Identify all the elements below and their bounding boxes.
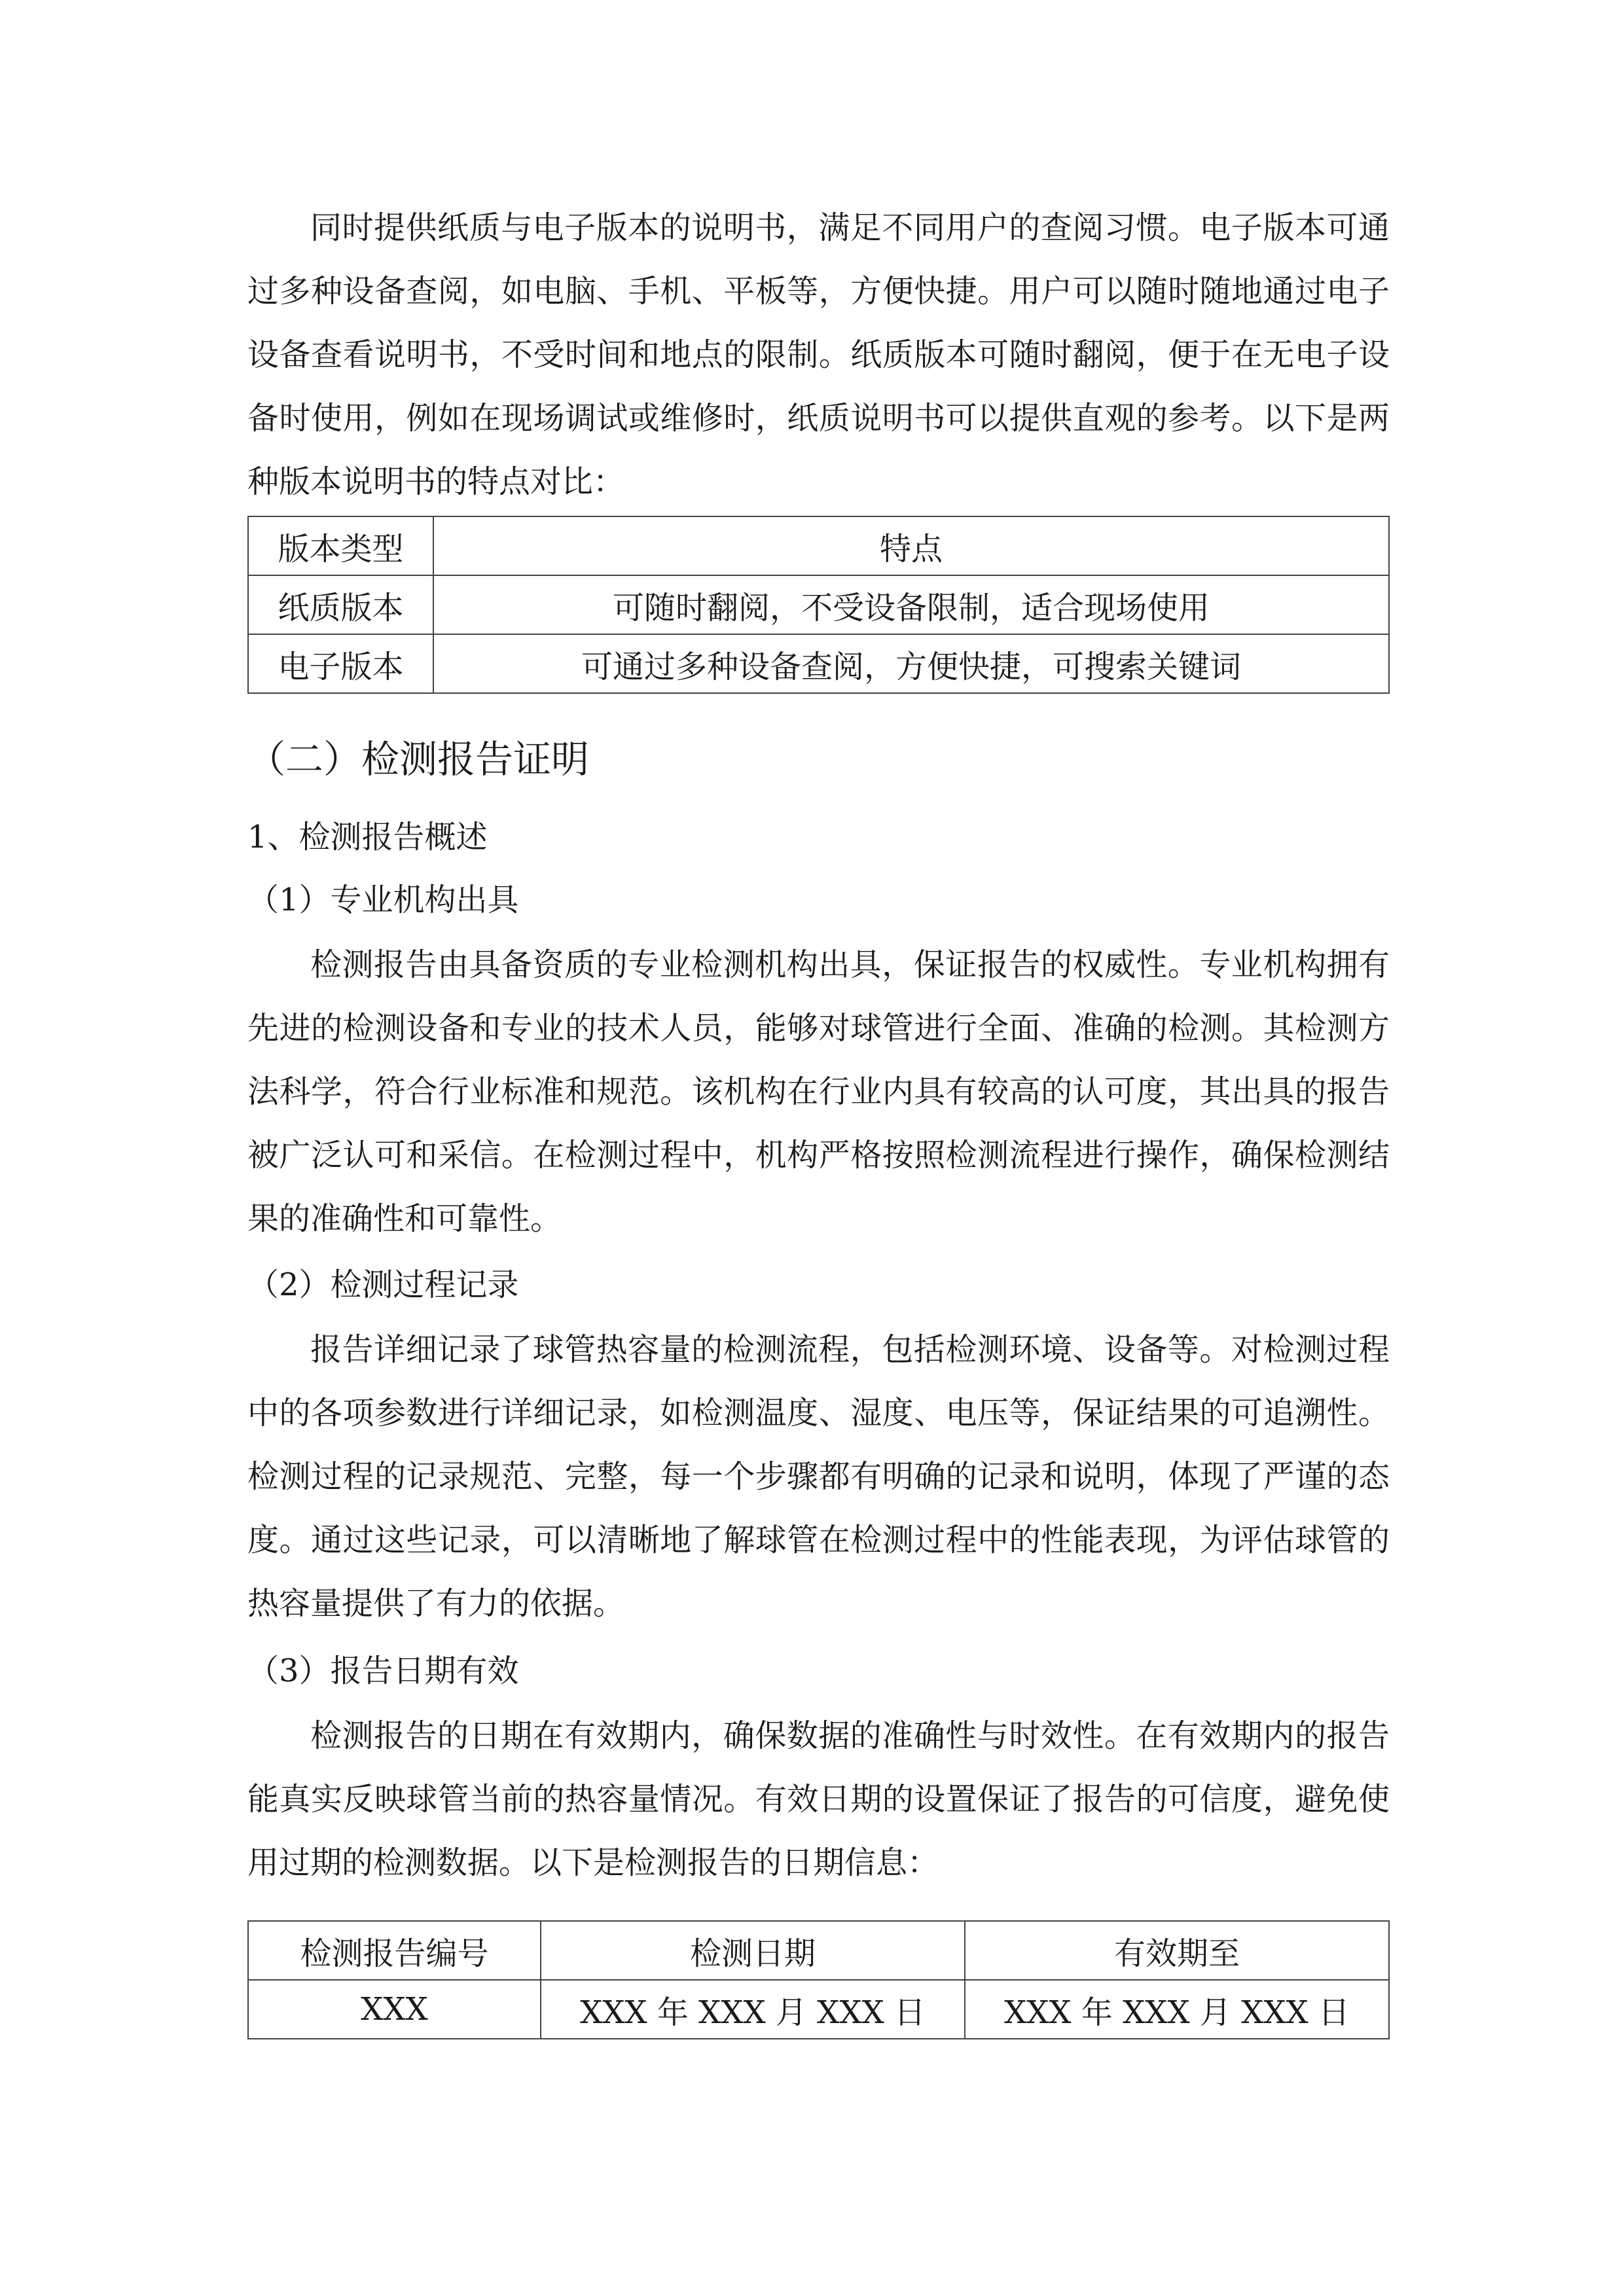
table-header-row: [248, 516, 1389, 575]
intro-paragraph: 同时提供纸质与电子版本的说明书，满足不同用户的查阅习惯。电子版本可通过多种设备查阅，如电脑、手机、平板等，方便快捷。用户可以随时随地通过电子设备查看说明书，不受时间和地点的限制。纸质版本可随时翻阅，便于在无电子设备时使用，例如在现场调试或维修时，纸质说明书可以提供直观的参考。以下是两种版本说明书的特点对比：: [247, 209, 1390, 500]
item-title: （1）专业机构出具: [247, 882, 519, 918]
table-header-cell: 检测日期: [541, 1921, 965, 1980]
item-title: （3）报告日期有效: [247, 1653, 519, 1689]
section-title: （二）检测报告证明: [247, 737, 590, 781]
subsection-title: 1、检测报告概述: [247, 819, 488, 855]
table-row: [248, 575, 1389, 634]
table-row: [248, 1980, 1389, 2039]
table-header-cell: 特点: [433, 516, 1389, 575]
table-header-row: [248, 1921, 1389, 1980]
table-header-cell: 版本类型: [248, 516, 433, 575]
item-paragraph: 检测报告由具备资质的专业检测机构出具，保证报告的权威性。专业机构拥有先进的检测设备和专业的技术人员，能够对球管进行全面、准确的检测。其检测方法科学，符合行业标准和规范。该机构在行业内具有较高的认可度，其出具的报告被广泛认可和采信。在检测过程中，机构严格按照检测流程进行操作，确保检测结果的准确性和可靠性。: [247, 946, 1390, 1237]
table-cell: 电子版本: [248, 634, 433, 693]
report-date-table: [247, 1920, 1390, 2039]
item-paragraph: 检测报告的日期在有效期内，确保数据的准确性与时效性。在有效期内的报告能真实反映球管当前的热容量情况。有效日期的设置保证了报告的可信度，避免使用过期的检测数据。以下是检测报告的日期信息：: [247, 1717, 1390, 1881]
table-cell: XXX 年 XXX 月 XXX 日: [541, 1980, 965, 2039]
table-cell: XXX: [248, 1980, 541, 2039]
table-cell: 纸质版本: [248, 575, 433, 634]
table-cell: 可随时翻阅，不受设备限制，适合现场使用: [433, 575, 1389, 634]
item-title: （2）检测过程记录: [247, 1266, 519, 1303]
table-cell: XXX 年 XXX 月 XXX 日: [965, 1980, 1389, 2039]
table-header-cell: 检测报告编号: [248, 1921, 541, 1980]
version-comparison-table: [247, 516, 1390, 694]
table-header-cell: 有效期至: [965, 1921, 1389, 1980]
table-cell: 可通过多种设备查阅，方便快捷，可搜索关键词: [433, 634, 1389, 693]
table-row: [248, 634, 1389, 693]
item-paragraph: 报告详细记录了球管热容量的检测流程，包括检测环境、设备等。对检测过程中的各项参数进行详细记录，如检测温度、湿度、电压等，保证结果的可追溯性。检测过程的记录规范、完整，每一个步骤都有明确的记录和说明，体现了严谨的态度。通过这些记录，可以清晰地了解球管在检测过程中的性能表现，为评估球管的热容量提供了有力的依据。: [247, 1331, 1390, 1622]
